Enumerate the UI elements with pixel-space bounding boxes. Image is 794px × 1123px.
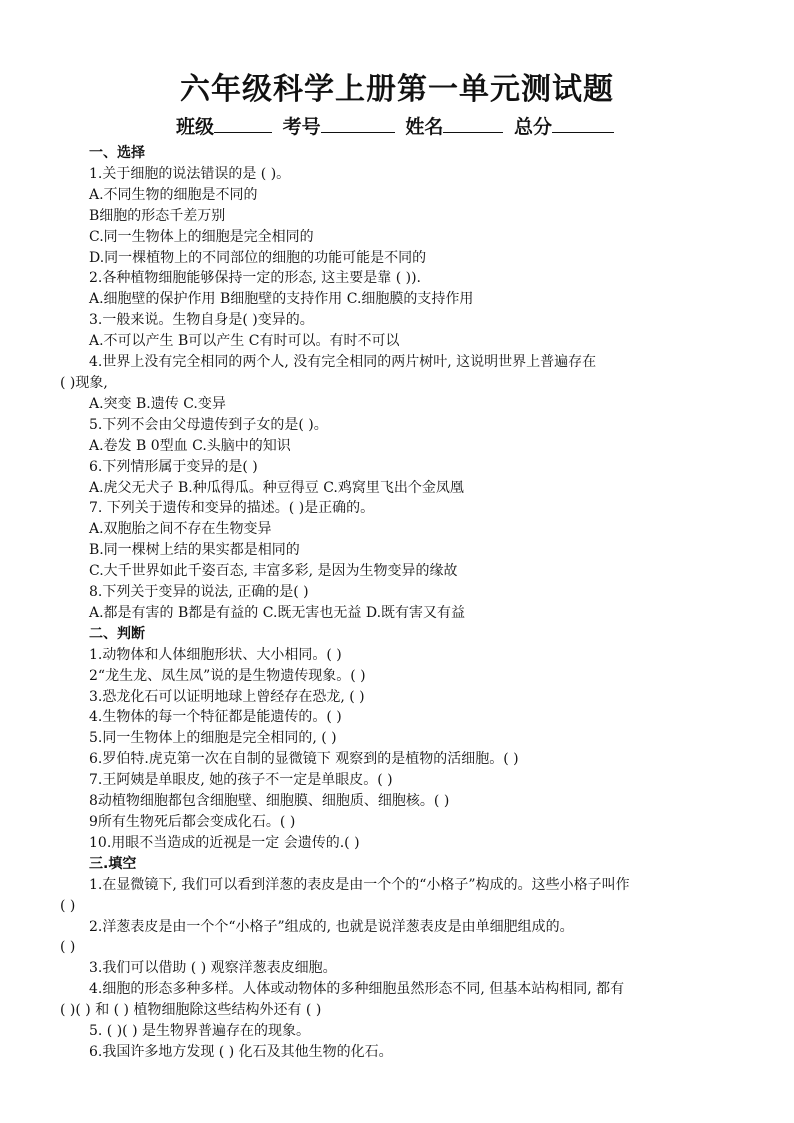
question-line: ( )现象,: [60, 374, 108, 391]
name-label: 姓名: [405, 116, 444, 138]
question-line: 5.下列不会由父母遗传到子女的是( )。: [89, 416, 328, 433]
student-info-line: [0, 112, 794, 139]
question-line: 4.生物体的每一个特征都是能遗传的。( ): [89, 709, 342, 726]
question-line: C.大千世界如此千姿百态, 丰富多彩, 是因为生物变异的缘故: [89, 563, 458, 580]
question-line: 10.用眼不当造成的近视是一定 会遗传的.( ): [89, 834, 360, 851]
question-line: 8动植物细胞都包含细胞壁、细胞膜、细胞质、细胞核。( ): [89, 793, 450, 810]
question-line: 5. ( )( ) 是生物界普遍存在的现象。: [89, 1023, 311, 1040]
question-line: ( ): [60, 897, 76, 914]
question-line: 6.罗伯特.虎克第一次在自制的显微镜下 观察到的是植物的活细胞。( ): [89, 751, 519, 768]
question-line: D.同一棵植物上的不同部位的细胞的功能可能是不同的: [89, 249, 427, 266]
question-line: 5.同一生物体上的细胞是完全相同的, ( ): [89, 730, 337, 747]
question-line: 2.各种植物细胞能够保持一定的形态, 这主要是靠 ( )).: [89, 270, 421, 287]
score-label: 总分: [513, 116, 552, 138]
page-title: 六年级科学上册第一单元测试题: [180, 72, 614, 107]
question-line: 8.下列关于变异的说法, 正确的是( ): [89, 584, 309, 601]
section-heading: 一、选择: [89, 145, 145, 161]
question-line: ( )( ) 和 ( ) 植物细胞除这些结构外还有 ( ): [60, 1002, 322, 1019]
question-line: 7.王阿姨是单眼皮, 她的孩子不一定是单眼皮。( ): [89, 772, 393, 789]
question-line: ( ): [60, 939, 76, 956]
question-line: A.不同生物的细胞是不同的: [89, 186, 258, 203]
question-line: A.细胞壁的保护作用 B细胞壁的支持作用 C.细胞膜的支持作用: [89, 291, 474, 308]
class-label: 班级: [176, 116, 215, 138]
question-line: B细胞的形态千差万别: [89, 207, 226, 224]
question-line: 1.在显微镜下, 我们可以看到洋葱的表皮是由一个个的“小格子”构成的。这些小格子叫作: [89, 876, 630, 893]
question-content: [60, 143, 750, 1063]
question-line: C.同一生物体上的细胞是完全相同的: [89, 228, 314, 245]
question-line: 3.恐龙化石可以证明地球上曾经存在恐龙, ( ): [89, 688, 365, 705]
question-line: A.卷发 B 0型血 C.头脑中的知识: [89, 437, 291, 454]
question-line: 7. 下列关于遗传和变异的描述。( )是正确的。: [89, 500, 375, 517]
question-line: 6.下列情形属于变异的是( ): [89, 458, 258, 475]
question-line: 2“龙生龙、凤生凤”说的是生物遗传现象。( ): [89, 667, 366, 684]
question-line: A.虎父无犬子 B.种瓜得瓜。种豆得豆 C.鸡窝里飞出个金凤凰: [89, 479, 464, 496]
question-line: 6.我国许多地方发现 ( ) 化石及其他生物的化石。: [89, 1043, 393, 1060]
question-line: 4.细胞的形态多种多样。人体或动物体的多种细胞虽然形态不同, 但基本站构相同, 都有: [89, 981, 625, 998]
question-line: 2.洋葱表皮是由一个个“小格子”组成的, 也就是说洋葱表皮是由单细肥组成的。: [89, 918, 574, 935]
question-line: A.不可以产生 B可以产生 C有时可以。有时不可以: [89, 333, 400, 350]
question-line: 3.我们可以借助 ( ) 观察洋葱表皮细胞。: [89, 960, 337, 977]
question-line: 9所有生物死后都会变成化石。( ): [89, 814, 296, 830]
score-blank: [552, 114, 614, 133]
question-line: B.同一棵树上结的果实都是相同的: [89, 542, 300, 559]
exam-no-label: 考号: [282, 116, 321, 138]
section-heading: 三.填空: [89, 855, 137, 872]
question-line: 4.世界上没有完全相同的两个人, 没有完全相同的两片树叶, 这说明世界上普遍存在: [89, 354, 597, 371]
class-blank: [214, 114, 272, 133]
question-line: 1.关于细胞的说法错误的是 ( )。: [89, 165, 291, 182]
question-line: 1.动物体和人体细胞形状、大小相同。( ): [89, 646, 342, 663]
name-blank: [443, 114, 503, 133]
exam-no-blank: [321, 114, 395, 133]
question-line: A.突变 B.遗传 C.变异: [89, 395, 226, 412]
question-line: A.双胞胎之间不存在生物变异: [89, 521, 272, 538]
question-line: 3.一般来说。生物自身是( )变异的。: [89, 312, 314, 329]
question-line: A.都是有害的 B都是有益的 C.既无害也无益 D.既有害又有益: [89, 604, 466, 621]
section-heading: 二、判断: [89, 625, 145, 642]
